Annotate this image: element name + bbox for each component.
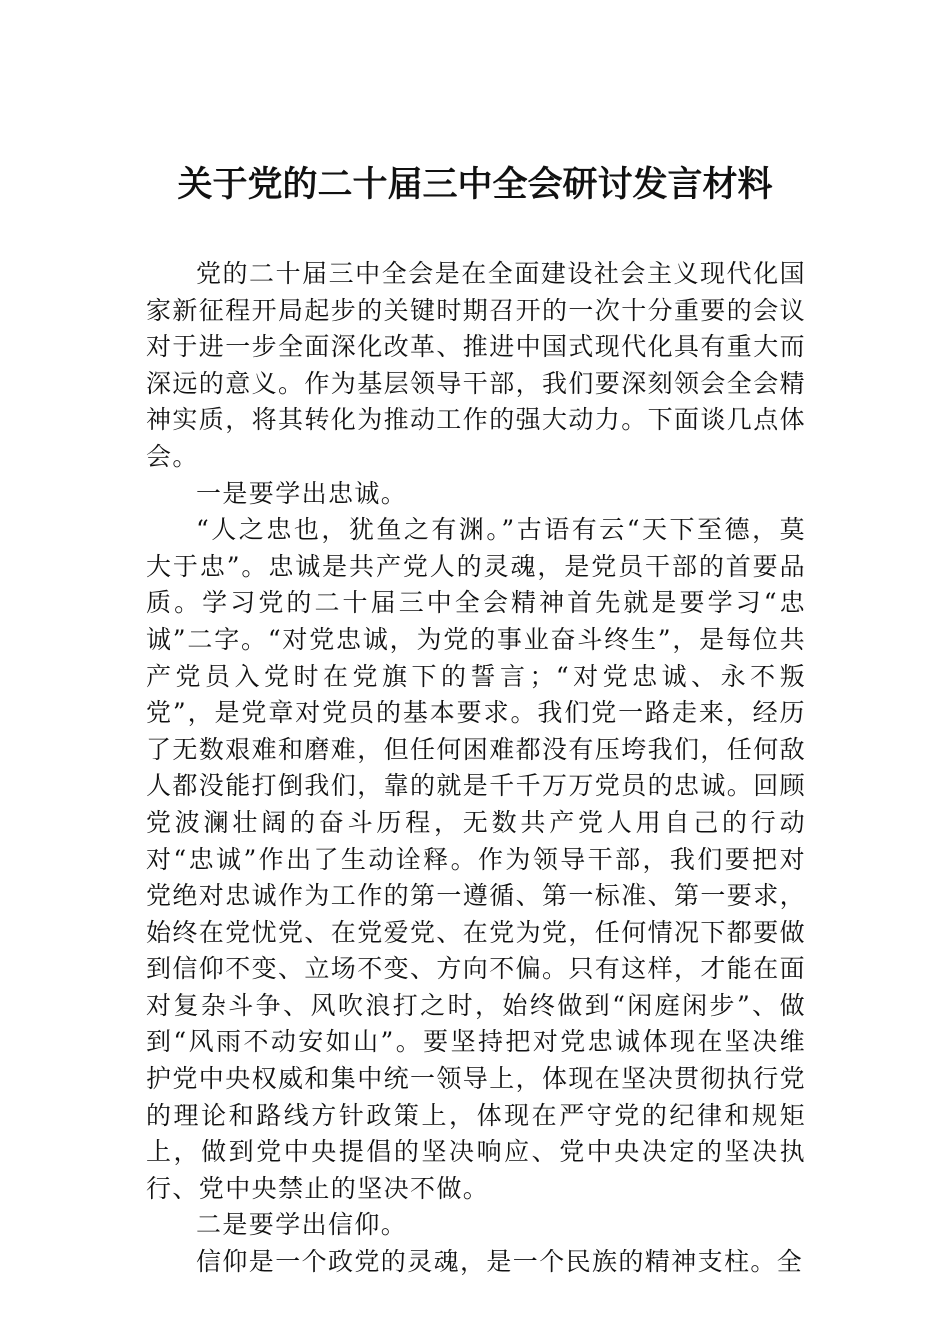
faith-paragraph: 信仰是一个政党的灵魂，是一个民族的精神支柱。全	[196, 1247, 804, 1277]
section-heading-loyalty: 一是要学出忠诚。	[196, 478, 408, 508]
section-heading-faith: 二是要学出信仰。	[196, 1210, 408, 1240]
document-title: 关于党的二十届三中全会研讨发言材料	[177, 164, 773, 205]
document-body	[146, 256, 806, 1281]
loyalty-paragraph: “人之忠也，犹鱼之有渊。”古语有云“天下至德，莫大于忠”。忠诚是共产党人的灵魂，是党员干部的首要品质。学习党的二十届三中全会精神首先就是要学习“忠诚”二字。“对党忠诚，为党的事业奋斗终生”，是每位共产党员入党时在党旗下的誓言；“对党忠诚、永不叛党”，是党章对党员的基本要求。我们党一路走来，经历了无数艰难和磨难，但任何困难都没有压垮我们，任何敌人都没能打倒我们，靠的就是千千万万党员的忠诚。回顾党波澜壮阔的奋斗历程，无数共产党人用自己的行动对“忠诚”作出了生动诠释。作为领导干部，我们要把对党绝对忠诚作为工作的第一遵循、第一标准、第一要求，始终在党忧党、在党爱党、在党为党，任何情况下都要做到信仰不变、立场不变、方向不偏。只有这样，才能在面对复杂斗争、风吹浪打之时，始终做到“闲庭闲步”、做到“风雨不动安如山”。要坚持把对党忠诚体现在坚决维护党中央权威和集中统一领导上，体现在坚决贯彻执行党的理论和路线方针政策上，体现在严守党的纪律和规矩上，做到党中央提倡的坚决响应、党中央决定的坚决执行、党中央禁止的坚决不做。	[146, 515, 807, 1203]
intro-paragraph: 党的二十届三中全会是在全面建设社会主义现代化国家新征程开局起步的关键时期召开的一次十分重要的会议对于进一步全面深化改革、推进中国式现代化具有重大而深远的意义。作为基层领导干部，我们要深刻领会全会精神实质，将其转化为推动工作的强大动力。下面谈几点体会。	[146, 259, 807, 471]
